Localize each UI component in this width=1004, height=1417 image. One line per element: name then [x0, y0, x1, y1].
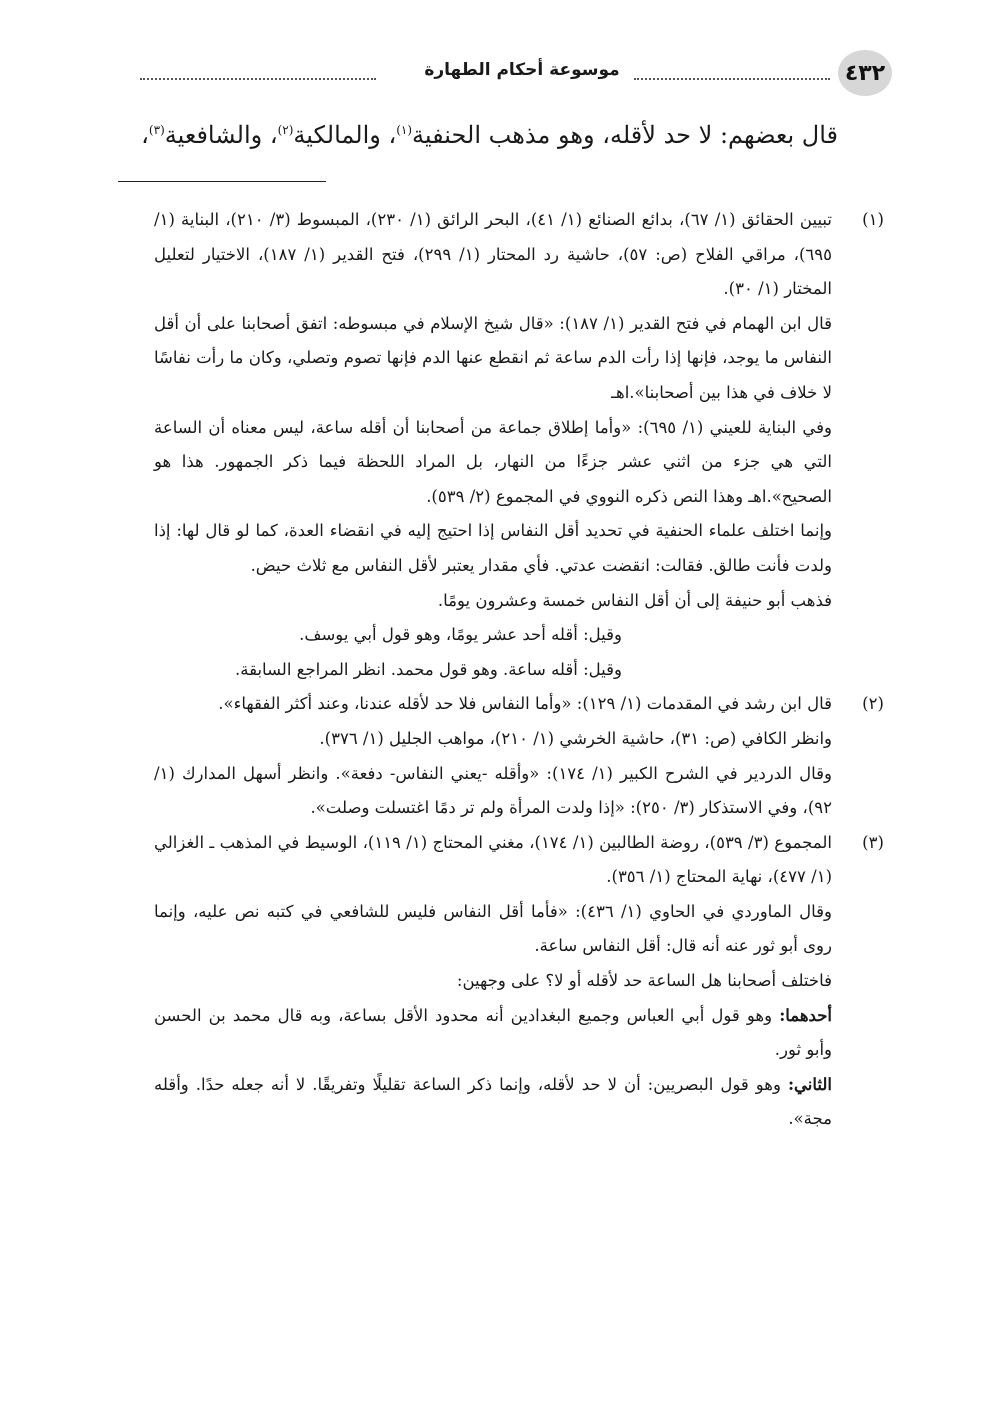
footnote-paragraph: فاختلف أصحابنا هل الساعة حد لأقله أو لا؟ على وجهين:: [456, 971, 832, 991]
book-title: موسوعة أحكام الطهارة: [416, 60, 627, 80]
main-text: [138, 110, 838, 155]
footnote-number: (٣): [862, 832, 884, 852]
footnote-paragraph: المجموع (٣/ ٥٣٩)، روضة الطالبين (١/ ١٧٤)، مغني المحتاج (١/ ١١٩)، الوسيط في المذهب ـ الغزالي (١/ ٤٧٧)، نهاية المحتاج (١/ ٣٥٦).: [154, 832, 832, 887]
page-header: [140, 48, 892, 100]
main-text-part: قال بعضهم: لا حد لأقله، وهو مذهب الحنفية: [412, 121, 838, 149]
opinion-text-second: وهو قول البصريين: أن لا حد لأقله، وإنما ذكر الساعة تقليلًا وتفريقًا. لا أنه جعله حدًا. وأقله مجة».: [154, 1074, 832, 1129]
footnote-paragraph: وفي البناية للعيني (١/ ٦٩٥): «وأما إطلاق جماعة من أصحابنا أن أقله ساعة، ليس معناه أن الساعة التي هي جزء من اثني عشر جزءًا من النهار، بل المراد اللحظة فيما ذكر الجمهور. هذا هو الصحيح».اهـ وهذا النص ذكره النووي في المجموع (٢/ ٥٣٩).: [154, 417, 832, 506]
footnote-number: (٢): [862, 694, 884, 714]
main-text-part: ،: [141, 121, 149, 149]
footnote-paragraph: وانظر الكافي (ص: ٣١)، حاشية الخرشي (١/ ٢١٠)، مواهب الجليل (١/ ٣٧٦).: [319, 728, 832, 748]
header-title-wrap: [152, 60, 892, 80]
footnote-ref-3[interactable]: (٣): [148, 123, 165, 137]
footnote-paragraph-indented: وقيل: أقله ساعة. وهو قول محمد. انظر المراجع السابقة.: [235, 659, 622, 679]
footnote-separator: [118, 181, 326, 182]
footnote-paragraph: قال ابن رشد في المقدمات (١/ ١٢٩): «وأما النفاس فلا حد لأقله عندنا، وعند أكثر الفقهاء».: [218, 694, 832, 714]
opinion-label-first: أحدهما:: [779, 1005, 832, 1025]
footnote-paragraph: [154, 1068, 832, 1137]
footnote-ref-2[interactable]: (٢): [277, 123, 294, 137]
footnotes: [154, 203, 892, 1137]
footnote-number: (١): [862, 210, 884, 229]
footnote-paragraph: قال ابن الهمام في فتح القدير (١/ ١٨٧): «قال شيخ الإسلام في مبسوطه: اتفق أصحابنا على أن أقل النفاس ما يوجد، فإنها إذا رأت الدم ساعة ثم انقطع عنها الدم فإنها تصوم وتصلي، وكان ما رأت نفاسًا لا خلاف في هذا بين أصحابنا».اهـ: [154, 313, 832, 402]
main-text-part: ، والشافعية: [164, 121, 278, 149]
footnote-ref-1[interactable]: (١): [396, 123, 413, 137]
opinion-text-first: وهو قول أبي العباس وجميع البغدادين أنه محدود الأقل بساعة، وبه قال محمد بن الحسن وأبو ثور.: [154, 1005, 832, 1060]
footnote-1: [154, 203, 892, 687]
footnote-paragraph: [154, 999, 832, 1068]
footnote-paragraph-indented: وقيل: أقله أحد عشر يومًا، وهو قول أبي يوسف.: [299, 625, 622, 645]
footnote-paragraph: فذهب أبو حنيفة إلى أن أقل النفاس خمسة وعشرون يومًا.: [437, 590, 832, 610]
main-text-part: ، والمالكية: [293, 121, 397, 149]
footnote-paragraph: تبيين الحقائق (١/ ٦٧)، بدائع الصنائع (١/ ٤١)، البحر الرائق (١/ ٢٣٠)، المبسوط (٣/ ٢١٠)، البناية (١/ ٦٩٥)، مراقي الفلاح (ص: ٥٧)، حاشية رد المحتار (١/ ٢٩٩)، فتح القدير (١/ ١٨٧)، الاختيار لتعليل المختار (١/ ٣٠).: [154, 210, 832, 299]
page-number: ٤٣٢: [838, 50, 892, 96]
footnote-paragraph: وإنما اختلف علماء الحنفية في تحديد أقل النفاس إذا احتيج إليه في انقضاء العدة، كما لو قال لها: إذا ولدت فأنت طالق. فقالت: انقضت عدتي. فأي مقدار يعتبر لأقل النفاس مع ثلاث حيض.: [154, 521, 832, 575]
footnote-2: [154, 687, 892, 825]
footnote-paragraph: وقال الماوردي في الحاوي (١/ ٤٣٦): «فأما أقل النفاس فليس للشافعي في كتبه نص عليه، وإنما روى أبو ثور عنه أنه قال: أقل النفاس ساعة.: [154, 901, 832, 956]
footnote-paragraph: وقال الدردير في الشرح الكبير (١/ ١٧٤): «وأقله -يعني النفاس- دفعة». وانظر أسهل المدارك (١/ ٩٢)، وفي الاستذكار (٣/ ٢٥٠): «إذا ولدت المرأة ولم تر دمًا اغتسلت وصلت».: [154, 763, 832, 818]
opinion-label-second: الثاني:: [787, 1074, 832, 1094]
footnote-3: [154, 826, 892, 1137]
